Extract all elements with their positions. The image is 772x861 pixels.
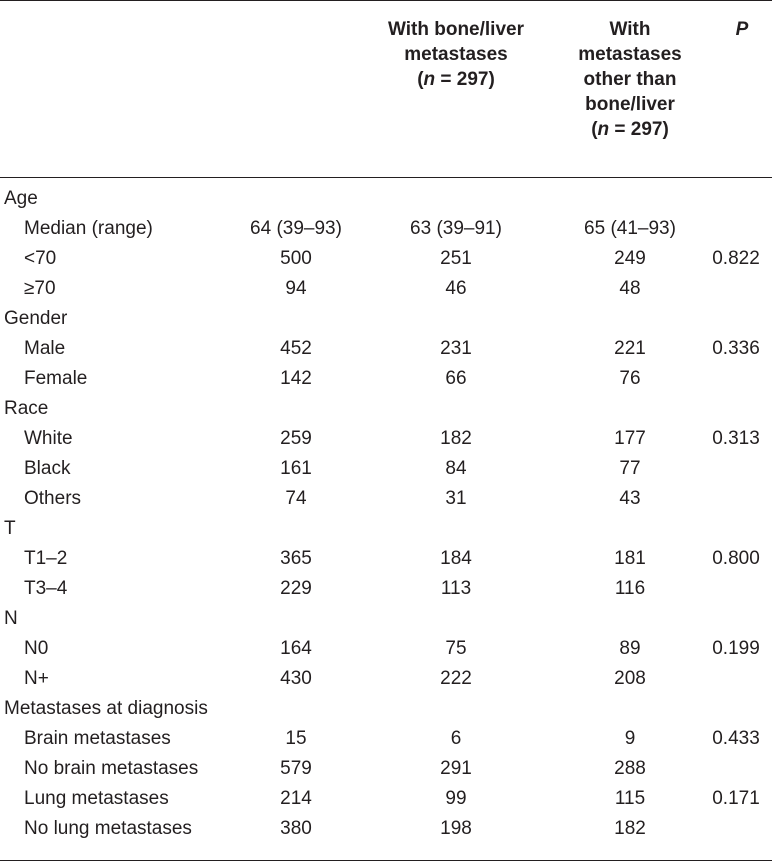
group-header-row: [0, 184, 772, 214]
cell-total: 214: [280, 788, 312, 809]
cell-p: 0.199: [712, 638, 760, 659]
cell-total: 15: [285, 728, 307, 749]
cell-bone-liver: 75: [445, 638, 467, 659]
cell-total: 94: [285, 278, 307, 299]
table-row: [0, 364, 772, 394]
row-label: N+: [24, 668, 49, 689]
cell-bone-liver: 291: [440, 758, 472, 779]
table-row: [0, 544, 772, 574]
cell-p: 0.822: [712, 248, 760, 269]
cell-p: 0.171: [712, 788, 760, 809]
cell-bone-liver: 222: [440, 668, 472, 689]
cell-bone-liver: 46: [445, 278, 467, 299]
cell-total: 259: [280, 428, 312, 449]
cell-bone-liver: 99: [445, 788, 467, 809]
cell-total: 579: [280, 758, 312, 779]
cell-other: 182: [614, 818, 646, 839]
group-label: Age: [4, 188, 38, 209]
cell-bone-liver: 198: [440, 818, 472, 839]
row-label: White: [24, 428, 73, 449]
row-label: No brain metastases: [24, 758, 199, 779]
row-label: ≥70: [24, 278, 56, 299]
cell-bone-liver: 184: [440, 548, 472, 569]
cell-bone-liver: 84: [445, 458, 467, 479]
group-header-row: [0, 514, 772, 544]
group-label: N: [4, 608, 18, 629]
row-label: Lung metastases: [24, 788, 169, 809]
header-other: [560, 17, 700, 142]
table-row: [0, 274, 772, 304]
table-row: [0, 724, 772, 754]
cell-other: 77: [619, 458, 641, 479]
header-other-line2: metastases: [578, 44, 682, 65]
cell-bone-liver: 66: [445, 368, 467, 389]
cell-total: 142: [280, 368, 312, 389]
table-row: [0, 574, 772, 604]
cell-other: 76: [619, 368, 641, 389]
header-other-line4: bone/liver: [585, 94, 675, 115]
cell-p: 0.336: [712, 338, 760, 359]
row-label: Male: [24, 338, 66, 359]
n-value: = 297): [435, 69, 495, 90]
cell-other: 115: [614, 788, 646, 809]
cell-other: 116: [614, 578, 646, 599]
group-header-row: [0, 304, 772, 334]
table-row: [0, 784, 772, 814]
group-header-row: [0, 394, 772, 424]
cell-other: 181: [614, 548, 646, 569]
header-rule: [0, 177, 772, 178]
cell-other: 208: [614, 668, 646, 689]
cell-other: 249: [614, 248, 646, 269]
header-bone-liver: [364, 17, 548, 92]
cell-total: 161: [280, 458, 312, 479]
header-other-line3: other than: [583, 69, 677, 90]
cell-bone-liver: 231: [440, 338, 472, 359]
cell-other: 65 (41–93): [584, 218, 676, 239]
cell-other: 89: [619, 638, 641, 659]
cell-other: 288: [614, 758, 646, 779]
table-row: [0, 244, 772, 274]
header-bone-liver-line2: metastases: [404, 44, 508, 65]
group-label: Race: [4, 398, 49, 419]
header-other-n: (n = 297): [591, 119, 669, 140]
row-label: Female: [24, 368, 88, 389]
group-label: T: [4, 518, 16, 539]
n-value: = 297): [609, 119, 669, 140]
cell-total: 500: [280, 248, 312, 269]
row-label: Brain metastases: [24, 728, 171, 749]
cell-bone-liver: 113: [440, 578, 472, 599]
row-label: N0: [24, 638, 49, 659]
cell-total: 452: [280, 338, 312, 359]
cell-bone-liver: 63 (39–91): [410, 218, 502, 239]
table-row: [0, 634, 772, 664]
cell-other: 43: [619, 488, 641, 509]
row-label: Median (range): [24, 218, 153, 239]
cell-bone-liver: 31: [445, 488, 467, 509]
row-label: Others: [24, 488, 82, 509]
cell-bone-liver: 6: [450, 728, 462, 749]
table-row: [0, 214, 772, 244]
table-row: [0, 454, 772, 484]
row-label: T1–2: [24, 548, 68, 569]
cell-total: 430: [280, 668, 312, 689]
cell-p: 0.313: [712, 428, 760, 449]
n-label: n: [423, 69, 436, 90]
cell-p: 0.800: [712, 548, 760, 569]
group-label: Gender: [4, 308, 68, 329]
table-row: [0, 484, 772, 514]
cell-total: 229: [280, 578, 312, 599]
row-label: <70: [24, 248, 57, 269]
n-label: n: [597, 119, 610, 140]
row-label: T3–4: [24, 578, 68, 599]
table-row: [0, 664, 772, 694]
cell-bone-liver: 251: [440, 248, 472, 269]
table-row: [0, 424, 772, 454]
cell-total: 64 (39–93): [250, 218, 342, 239]
cell-bone-liver: 182: [440, 428, 472, 449]
top-rule: [0, 0, 772, 1]
header-bone-liver-n: (n = 297): [417, 69, 495, 90]
header-p: P: [735, 19, 749, 40]
cell-other: 221: [614, 338, 646, 359]
header-bone-liver-line1: With bone/liver: [387, 19, 524, 40]
row-label: No lung metastases: [24, 818, 192, 839]
cell-other: 9: [624, 728, 636, 749]
cell-other: 177: [614, 428, 646, 449]
cell-total: 380: [280, 818, 312, 839]
cell-total: 164: [280, 638, 312, 659]
table-row: [0, 334, 772, 364]
cell-other: 48: [619, 278, 641, 299]
group-header-row: [0, 604, 772, 634]
row-label: Black: [24, 458, 71, 479]
cell-total: 365: [280, 548, 312, 569]
table-row: [0, 754, 772, 784]
group-header-row: [0, 694, 772, 724]
table-row: [0, 814, 772, 844]
cell-p: 0.433: [712, 728, 760, 749]
header-other-line1: With: [609, 19, 651, 40]
cell-total: 74: [285, 488, 307, 509]
group-label: Metastases at diagnosis: [4, 698, 208, 719]
